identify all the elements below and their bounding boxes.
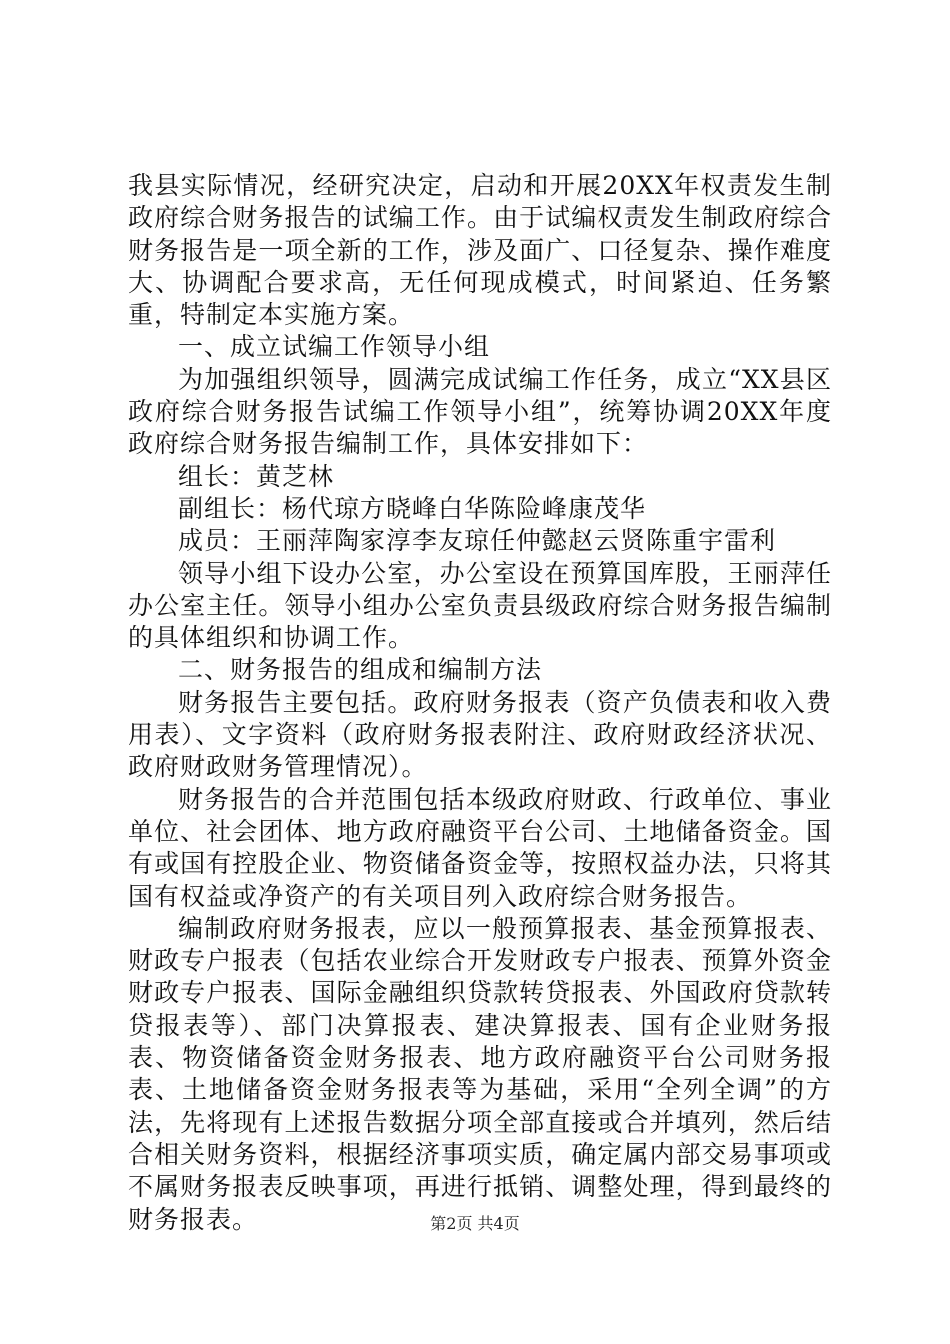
paragraph-report-contents: 财务报告主要包括。政府财务报表（资产负债表和收入费用表）、文字资料（政府财务报表附注、政府财政经济状况、政府财政财务管理情况）。: [128, 687, 832, 782]
document-body: [128, 170, 832, 1236]
paragraph-office: 领导小组下设办公室，办公室设在预算国库股，王丽萍任办公室主任。领导小组办公室负责县级政府综合财务报告编制的具体组织和协调工作。: [128, 558, 832, 653]
page-footer: 第2页 共4页: [430, 1214, 520, 1233]
paragraph-consolidation-scope: 财务报告的合并范围包括本级政府财政、行政单位、事业单位、社会团体、地方政府融资平台公司、土地储备资金。国有或国有控股企业、物资储备资金等，按照权益办法，只将其国有权益或净资产的有关项目列入政府综合财务报告。: [128, 784, 832, 911]
section-heading-2: 二、财务报告的组成和编制方法: [178, 655, 543, 685]
paragraph-compilation-method: 编制政府财务报表，应以一般预算报表、基金预算报表、财政专户报表（包括农业综合开发财政专户报表、预算外资金财政专户报表、国际金融组织贷款转贷报表、外国政府贷款转贷报表等）、部门决算报表、建决算报表、国有企业财务报表、物资储备资金财务报表、地方政府融资平台公司财务报表、土地储备资金财务报表等为基础，采用“全列全调”的方法，先将现有上述报告数据分项全部直接或合并填列，然后结合相关财务资料，根据经济事项实质，确定属内部交易事项或不属财务报表反映事项，再进行抵销、调整处理，得到最终的财务报表。: [128, 913, 832, 1234]
section-heading-1: 一、成立试编工作领导小组: [178, 332, 491, 362]
members-line: 成员：王丽萍陶家淳李友琼任仲懿赵云贤陈重宇雷利: [178, 526, 777, 556]
deputy-leader-line: 副组长：杨代琼方晓峰白华陈险峰康茂华: [178, 493, 647, 523]
paragraph-leadership-group: 为加强组织领导，圆满完成试编工作任务，成立“XX县区政府综合财务报告试编工作领导小组”，统筹协调20XX年度政府综合财务报告编制工作，具体安排如下：: [128, 364, 832, 459]
paragraph-continuation: 我县实际情况，经研究决定，启动和开展20XX年权责发生制政府综合财务报告的试编工作。由于试编权责发生制政府综合财务报告是一项全新的工作，涉及面广、口径复杂、操作难度大、协调配合要求高，无任何现成模式，时间紧迫、任务繁重，特制定本实施方案。: [128, 171, 832, 330]
group-leader-line: 组长：黄芝林: [178, 461, 335, 491]
